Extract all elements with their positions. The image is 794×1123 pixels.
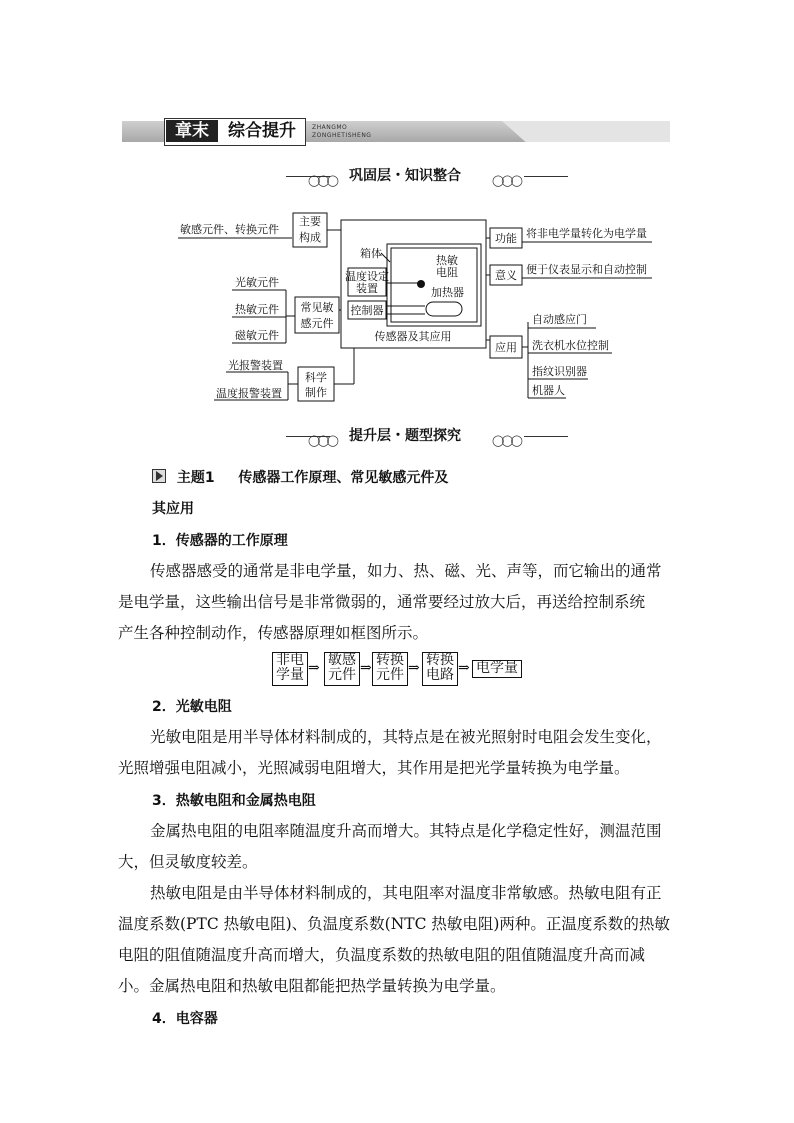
application-label: 应用: [495, 341, 517, 354]
flow-box-line: 元件: [328, 667, 356, 683]
flow-arrow: ⇒: [360, 660, 372, 676]
section-title: 提升层・题型探究: [349, 428, 461, 444]
flow-box-sensitive: [324, 652, 360, 686]
banner-pinyin-line1: ZHANGMO: [312, 124, 348, 131]
flow-box-output: 电学量: [472, 660, 522, 678]
play-icon: [152, 469, 166, 483]
topic-label: 主题1: [176, 470, 215, 486]
heading-rule: [524, 176, 568, 177]
sensor-magnetic: 磁敏元件: [235, 329, 279, 342]
topic-title-line1: 传感器工作原理、常见敏感元件及: [238, 470, 449, 486]
rings-ornament-left: ◯◯◯: [308, 434, 336, 447]
flow-arrow: ⇒: [308, 660, 320, 676]
section-title: 巩固层・知识整合: [349, 168, 461, 184]
flow-box-line: 电路: [426, 667, 454, 683]
flow-box-line: 学量: [276, 667, 304, 683]
text-line: 是电学量，这些输出信号是非常微弱的，通常要经过放大后，再送给控制系统: [118, 593, 646, 611]
heater-label: 加热器: [431, 286, 464, 299]
heater-body: [426, 302, 462, 316]
flow-box-nonelectric: [272, 652, 308, 686]
thermistor-label-2: 电阻: [436, 266, 458, 279]
center-caption: 传感器及其应用: [374, 330, 452, 343]
meaning-label: 意义: [495, 269, 517, 282]
knowledge-diagram: [170, 200, 670, 410]
text-line: 热敏电阻是由半导体材料制成的，其电阻率对温度非常敏感。热敏电阻有正: [150, 884, 662, 902]
banner-title-part1: 章末: [166, 120, 218, 142]
rings-ornament-left: ◯◯◯: [308, 174, 336, 187]
flow-arrow: ⇒: [408, 660, 420, 676]
heading-rule: [524, 436, 568, 437]
flow-box-line: 非电: [276, 652, 304, 668]
temp-device-label-1: 温度设定: [345, 270, 389, 283]
text-line: 金属热电阻的电阻率随温度升高而增大。其特点是化学稳定性好，测温范围: [150, 822, 662, 840]
inner-box: [391, 248, 477, 322]
flow-box-line: 转换: [426, 652, 454, 668]
text-line: 光照增强电阻减小，光照减弱电阻增大，其作用是把光学量转换为电学量。: [118, 759, 630, 777]
temp-device-label-2: 装置: [356, 282, 378, 295]
main-parts-label-2: 构成: [299, 231, 321, 244]
left-top-label: 敏感元件、转换元件: [180, 223, 279, 236]
heading-1: 1．传感器的工作原理: [152, 533, 288, 549]
text-line: 光敏电阻是用半导体材料制成的，其特点是在被光照射时电阻会发生变化，: [150, 728, 662, 746]
science-making-label-1: 科学: [305, 371, 327, 384]
rings-ornament-right: ◯◯◯: [492, 174, 520, 187]
flow-arrow: ⇒: [458, 660, 470, 676]
text-line: 产生各种控制动作，传感器原理如框图所示。: [118, 624, 429, 642]
text-line: 温度系数(PTC 热敏电阻)、负温度系数(NTC 热敏电阻)两种。正温度系数的热敏: [118, 915, 670, 933]
text-line: 大，但灵敏度较差。: [118, 853, 258, 871]
paragraph-3: [118, 816, 678, 1002]
common-sensors-label-1: 常见敏: [300, 301, 334, 314]
flow-box-line: 敏感: [328, 652, 356, 668]
banner-title-part2: 综合提升: [228, 121, 296, 141]
app-robot: 机器人: [532, 384, 565, 397]
flow-box-circuit: [422, 652, 458, 686]
alarm-temp: 温度报警装置: [216, 387, 282, 400]
app-washer: 洗衣机水位控制: [532, 339, 609, 352]
function-label: 功能: [495, 232, 517, 245]
heading-2: 2．光敏电阻: [152, 699, 232, 715]
thermistor-label-1: 热敏: [436, 254, 458, 267]
main-parts-label-1: 主要: [299, 215, 321, 228]
section-heading-2: [260, 424, 550, 448]
function-text: 将非电学量转化为电学量: [526, 227, 647, 240]
text-line: 小。金属热电阻和热敏电阻都能把热学量转换为电学量。: [118, 977, 506, 995]
common-sensors-label-2: 感元件: [300, 317, 334, 330]
paragraph-2: [118, 722, 678, 784]
paragraph-1: [118, 556, 678, 649]
text-line: 电阻的阻值随温度升高而增大，负温度系数的热敏电阻的阻值随温度升高而减: [118, 946, 646, 964]
chapter-banner: [122, 118, 670, 144]
box-label: 箱体: [360, 247, 382, 260]
topic-title-line2: 其应用: [152, 501, 194, 517]
flow-box-line: 转换: [376, 652, 404, 668]
topic-heading: [152, 467, 448, 487]
banner-tip: [502, 121, 670, 142]
flow-box-line: 元件: [376, 667, 404, 683]
text-line: 传感器感受的通常是非电学量，如力、热、磁、光、声等，而它输出的通常: [150, 562, 662, 580]
app-fingerprint: 指纹识别器: [532, 365, 587, 378]
banner-pinyin: [312, 124, 371, 140]
section-heading-1: [260, 164, 550, 188]
heading-4: 4．电容器: [152, 1011, 218, 1027]
science-making-label-2: 制作: [305, 386, 327, 399]
sensor-thermal: 热敏元件: [235, 303, 279, 316]
rings-ornament-right: ◯◯◯: [492, 434, 520, 447]
meaning-text: 便于仪表显示和自动控制: [526, 263, 647, 276]
alarm-light: 光报警装置: [228, 359, 283, 372]
banner-pinyin-line2: ZONGHETISHENG: [312, 132, 372, 139]
controller-label: 控制器: [350, 304, 384, 317]
heading-3: 3．热敏电阻和金属热电阻: [152, 793, 316, 809]
sensor-photo: 光敏元件: [235, 276, 279, 289]
app-auto-door: 自动感应门: [532, 313, 587, 326]
flow-box-conversion: [372, 652, 408, 686]
thermistor-dot: [417, 280, 425, 288]
